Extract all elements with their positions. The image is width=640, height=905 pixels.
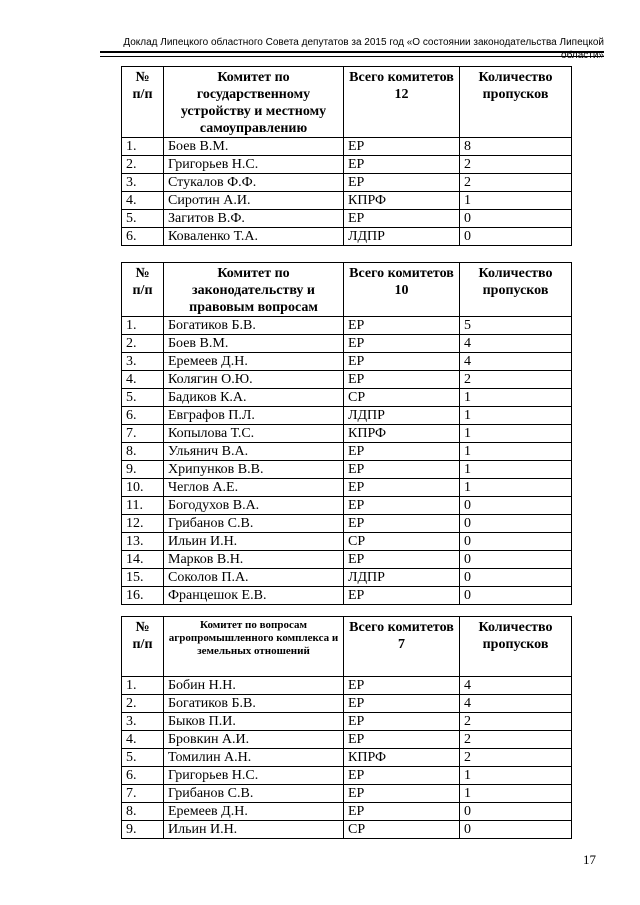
table-row — [122, 713, 572, 731]
header-absences: Количество пропусков — [460, 617, 572, 677]
deputy-name: Бадиков К.А. — [164, 389, 344, 407]
row-number: 9. — [122, 821, 164, 839]
row-number: 2. — [122, 695, 164, 713]
party: ЕР — [344, 156, 460, 174]
table-row — [122, 192, 572, 210]
party: КПРФ — [344, 425, 460, 443]
row-number: 2. — [122, 156, 164, 174]
absences: 0 — [460, 569, 572, 587]
deputy-name: Грибанов С.В. — [164, 515, 344, 533]
row-number: 15. — [122, 569, 164, 587]
table-row — [122, 497, 572, 515]
header-total: Всего комитетов 7 — [344, 617, 460, 677]
deputy-name: Евграфов П.Л. — [164, 407, 344, 425]
table-row — [122, 587, 572, 605]
page-number: 17 — [583, 852, 596, 867]
absences: 0 — [460, 587, 572, 605]
table-row — [122, 677, 572, 695]
row-number: 12. — [122, 515, 164, 533]
row-number: 3. — [122, 713, 164, 731]
header-absences: Количество пропусков — [460, 263, 572, 317]
header-total: Всего комитетов 10 — [344, 263, 460, 317]
absences: 1 — [460, 425, 572, 443]
deputy-name: Боев В.М. — [164, 335, 344, 353]
table-row — [122, 695, 572, 713]
absences: 2 — [460, 731, 572, 749]
party: ЛДПР — [344, 569, 460, 587]
absences: 2 — [460, 749, 572, 767]
table-row — [122, 443, 572, 461]
deputy-name: Грибанов С.В. — [164, 785, 344, 803]
table-row — [122, 174, 572, 192]
absences: 4 — [460, 335, 572, 353]
table-row — [122, 156, 572, 174]
deputy-name: Чеглов А.Е. — [164, 479, 344, 497]
party: ЕР — [344, 731, 460, 749]
row-number: 1. — [122, 677, 164, 695]
page-header: Доклад Липецкого областного Совета депутатов за 2015 год «О состоянии законодательства Липецкой области» — [123, 37, 604, 61]
party: ЕР — [344, 695, 460, 713]
row-number: 6. — [122, 228, 164, 246]
party: ЕР — [344, 317, 460, 335]
deputy-name: Ильин И.Н. — [164, 821, 344, 839]
row-number: 5. — [122, 749, 164, 767]
absences: 8 — [460, 138, 572, 156]
table-row — [122, 821, 572, 839]
party: ЕР — [344, 461, 460, 479]
header-rule — [100, 51, 604, 57]
header-total: Всего комитетов 12 — [344, 67, 460, 138]
absences: 4 — [460, 695, 572, 713]
party: ЕР — [344, 479, 460, 497]
table-row — [122, 335, 572, 353]
deputy-name: Ильин И.Н. — [164, 533, 344, 551]
absences: 1 — [460, 443, 572, 461]
row-number: 7. — [122, 785, 164, 803]
table-row — [122, 479, 572, 497]
table-row — [122, 569, 572, 587]
header-number: № п/п — [122, 617, 164, 677]
row-number: 8. — [122, 443, 164, 461]
absences: 4 — [460, 353, 572, 371]
party: ЕР — [344, 138, 460, 156]
party: КПРФ — [344, 192, 460, 210]
header-committee: Комитет по законодательству и правовым вопросам — [164, 263, 344, 317]
row-number: 4. — [122, 371, 164, 389]
absences: 0 — [460, 210, 572, 228]
deputy-name: Бровкин А.И. — [164, 731, 344, 749]
party: ЕР — [344, 174, 460, 192]
party: ЕР — [344, 785, 460, 803]
party: СР — [344, 389, 460, 407]
deputy-name: Сиротин А.И. — [164, 192, 344, 210]
party: ЕР — [344, 713, 460, 731]
table-row — [122, 749, 572, 767]
row-number: 4. — [122, 192, 164, 210]
party: ЕР — [344, 587, 460, 605]
deputy-name: Францешок Е.В. — [164, 587, 344, 605]
absences: 2 — [460, 371, 572, 389]
absences: 2 — [460, 713, 572, 731]
absences: 1 — [460, 785, 572, 803]
row-number: 3. — [122, 353, 164, 371]
absences: 0 — [460, 803, 572, 821]
table-row — [122, 731, 572, 749]
deputy-name: Еремеев Д.Н. — [164, 803, 344, 821]
party: ЕР — [344, 677, 460, 695]
table-row — [122, 353, 572, 371]
party: СР — [344, 533, 460, 551]
absences: 1 — [460, 461, 572, 479]
table-row — [122, 785, 572, 803]
absences: 0 — [460, 228, 572, 246]
row-number: 9. — [122, 461, 164, 479]
table-row — [122, 389, 572, 407]
row-number: 7. — [122, 425, 164, 443]
absences: 1 — [460, 389, 572, 407]
committee-table-legislation — [121, 262, 572, 605]
row-number: 5. — [122, 389, 164, 407]
absences: 2 — [460, 156, 572, 174]
absences: 0 — [460, 551, 572, 569]
row-number: 13. — [122, 533, 164, 551]
deputy-name: Томилин А.Н. — [164, 749, 344, 767]
deputy-name: Бобин Н.Н. — [164, 677, 344, 695]
row-number: 1. — [122, 138, 164, 156]
party: ЛДПР — [344, 407, 460, 425]
table-row — [122, 533, 572, 551]
party: ЕР — [344, 443, 460, 461]
party: ЕР — [344, 353, 460, 371]
absences: 0 — [460, 497, 572, 515]
absences: 1 — [460, 192, 572, 210]
header-committee: Комитет по вопросам агропромышленного комплекса и земельных отношений — [164, 617, 344, 677]
absences: 2 — [460, 174, 572, 192]
deputy-name: Богатиков Б.В. — [164, 317, 344, 335]
row-number: 8. — [122, 803, 164, 821]
deputy-name: Григорьев Н.С. — [164, 156, 344, 174]
table-row — [122, 803, 572, 821]
header-number: № п/п — [122, 67, 164, 138]
deputy-name: Хрипунков В.В. — [164, 461, 344, 479]
table-row — [122, 551, 572, 569]
row-number: 6. — [122, 767, 164, 785]
table-row — [122, 461, 572, 479]
deputy-name: Боев В.М. — [164, 138, 344, 156]
table-row — [122, 317, 572, 335]
header-absences: Количество пропусков — [460, 67, 572, 138]
row-number: 11. — [122, 497, 164, 515]
party: СР — [344, 821, 460, 839]
deputy-name: Богатиков Б.В. — [164, 695, 344, 713]
absences: 0 — [460, 821, 572, 839]
deputy-name: Колягин О.Ю. — [164, 371, 344, 389]
table-row — [122, 210, 572, 228]
absences: 1 — [460, 767, 572, 785]
absences: 0 — [460, 533, 572, 551]
header-number: № п/п — [122, 263, 164, 317]
row-number: 16. — [122, 587, 164, 605]
party: ЕР — [344, 210, 460, 228]
deputy-name: Григорьев Н.С. — [164, 767, 344, 785]
party: ЕР — [344, 803, 460, 821]
row-number: 2. — [122, 335, 164, 353]
table-row — [122, 767, 572, 785]
party: ЕР — [344, 551, 460, 569]
deputy-name: Богодухов В.А. — [164, 497, 344, 515]
party: КПРФ — [344, 749, 460, 767]
row-number: 14. — [122, 551, 164, 569]
table-row — [122, 371, 572, 389]
row-number: 5. — [122, 210, 164, 228]
header-committee: Комитет по государственному устройству и местному самоуправлению — [164, 67, 344, 138]
row-number: 4. — [122, 731, 164, 749]
absences: 1 — [460, 479, 572, 497]
party: ЕР — [344, 767, 460, 785]
deputy-name: Еремеев Д.Н. — [164, 353, 344, 371]
table-row — [122, 515, 572, 533]
party: ЕР — [344, 515, 460, 533]
party: ЕР — [344, 335, 460, 353]
absences: 5 — [460, 317, 572, 335]
committee-table-agro — [121, 616, 572, 839]
deputy-name: Коваленко Т.А. — [164, 228, 344, 246]
row-number: 6. — [122, 407, 164, 425]
table-row — [122, 138, 572, 156]
committee-table-state-structure — [121, 66, 572, 246]
row-number: 10. — [122, 479, 164, 497]
row-number: 3. — [122, 174, 164, 192]
table-row — [122, 228, 572, 246]
deputy-name: Марков В.Н. — [164, 551, 344, 569]
absences: 0 — [460, 515, 572, 533]
table-row — [122, 407, 572, 425]
party: ЕР — [344, 497, 460, 515]
absences: 4 — [460, 677, 572, 695]
deputy-name: Быков П.И. — [164, 713, 344, 731]
deputy-name: Соколов П.А. — [164, 569, 344, 587]
deputy-name: Копылова Т.С. — [164, 425, 344, 443]
party: ЛДПР — [344, 228, 460, 246]
party: ЕР — [344, 371, 460, 389]
absences: 1 — [460, 407, 572, 425]
row-number: 1. — [122, 317, 164, 335]
deputy-name: Стукалов Ф.Ф. — [164, 174, 344, 192]
deputy-name: Ульянич В.А. — [164, 443, 344, 461]
table-row — [122, 425, 572, 443]
deputy-name: Загитов В.Ф. — [164, 210, 344, 228]
